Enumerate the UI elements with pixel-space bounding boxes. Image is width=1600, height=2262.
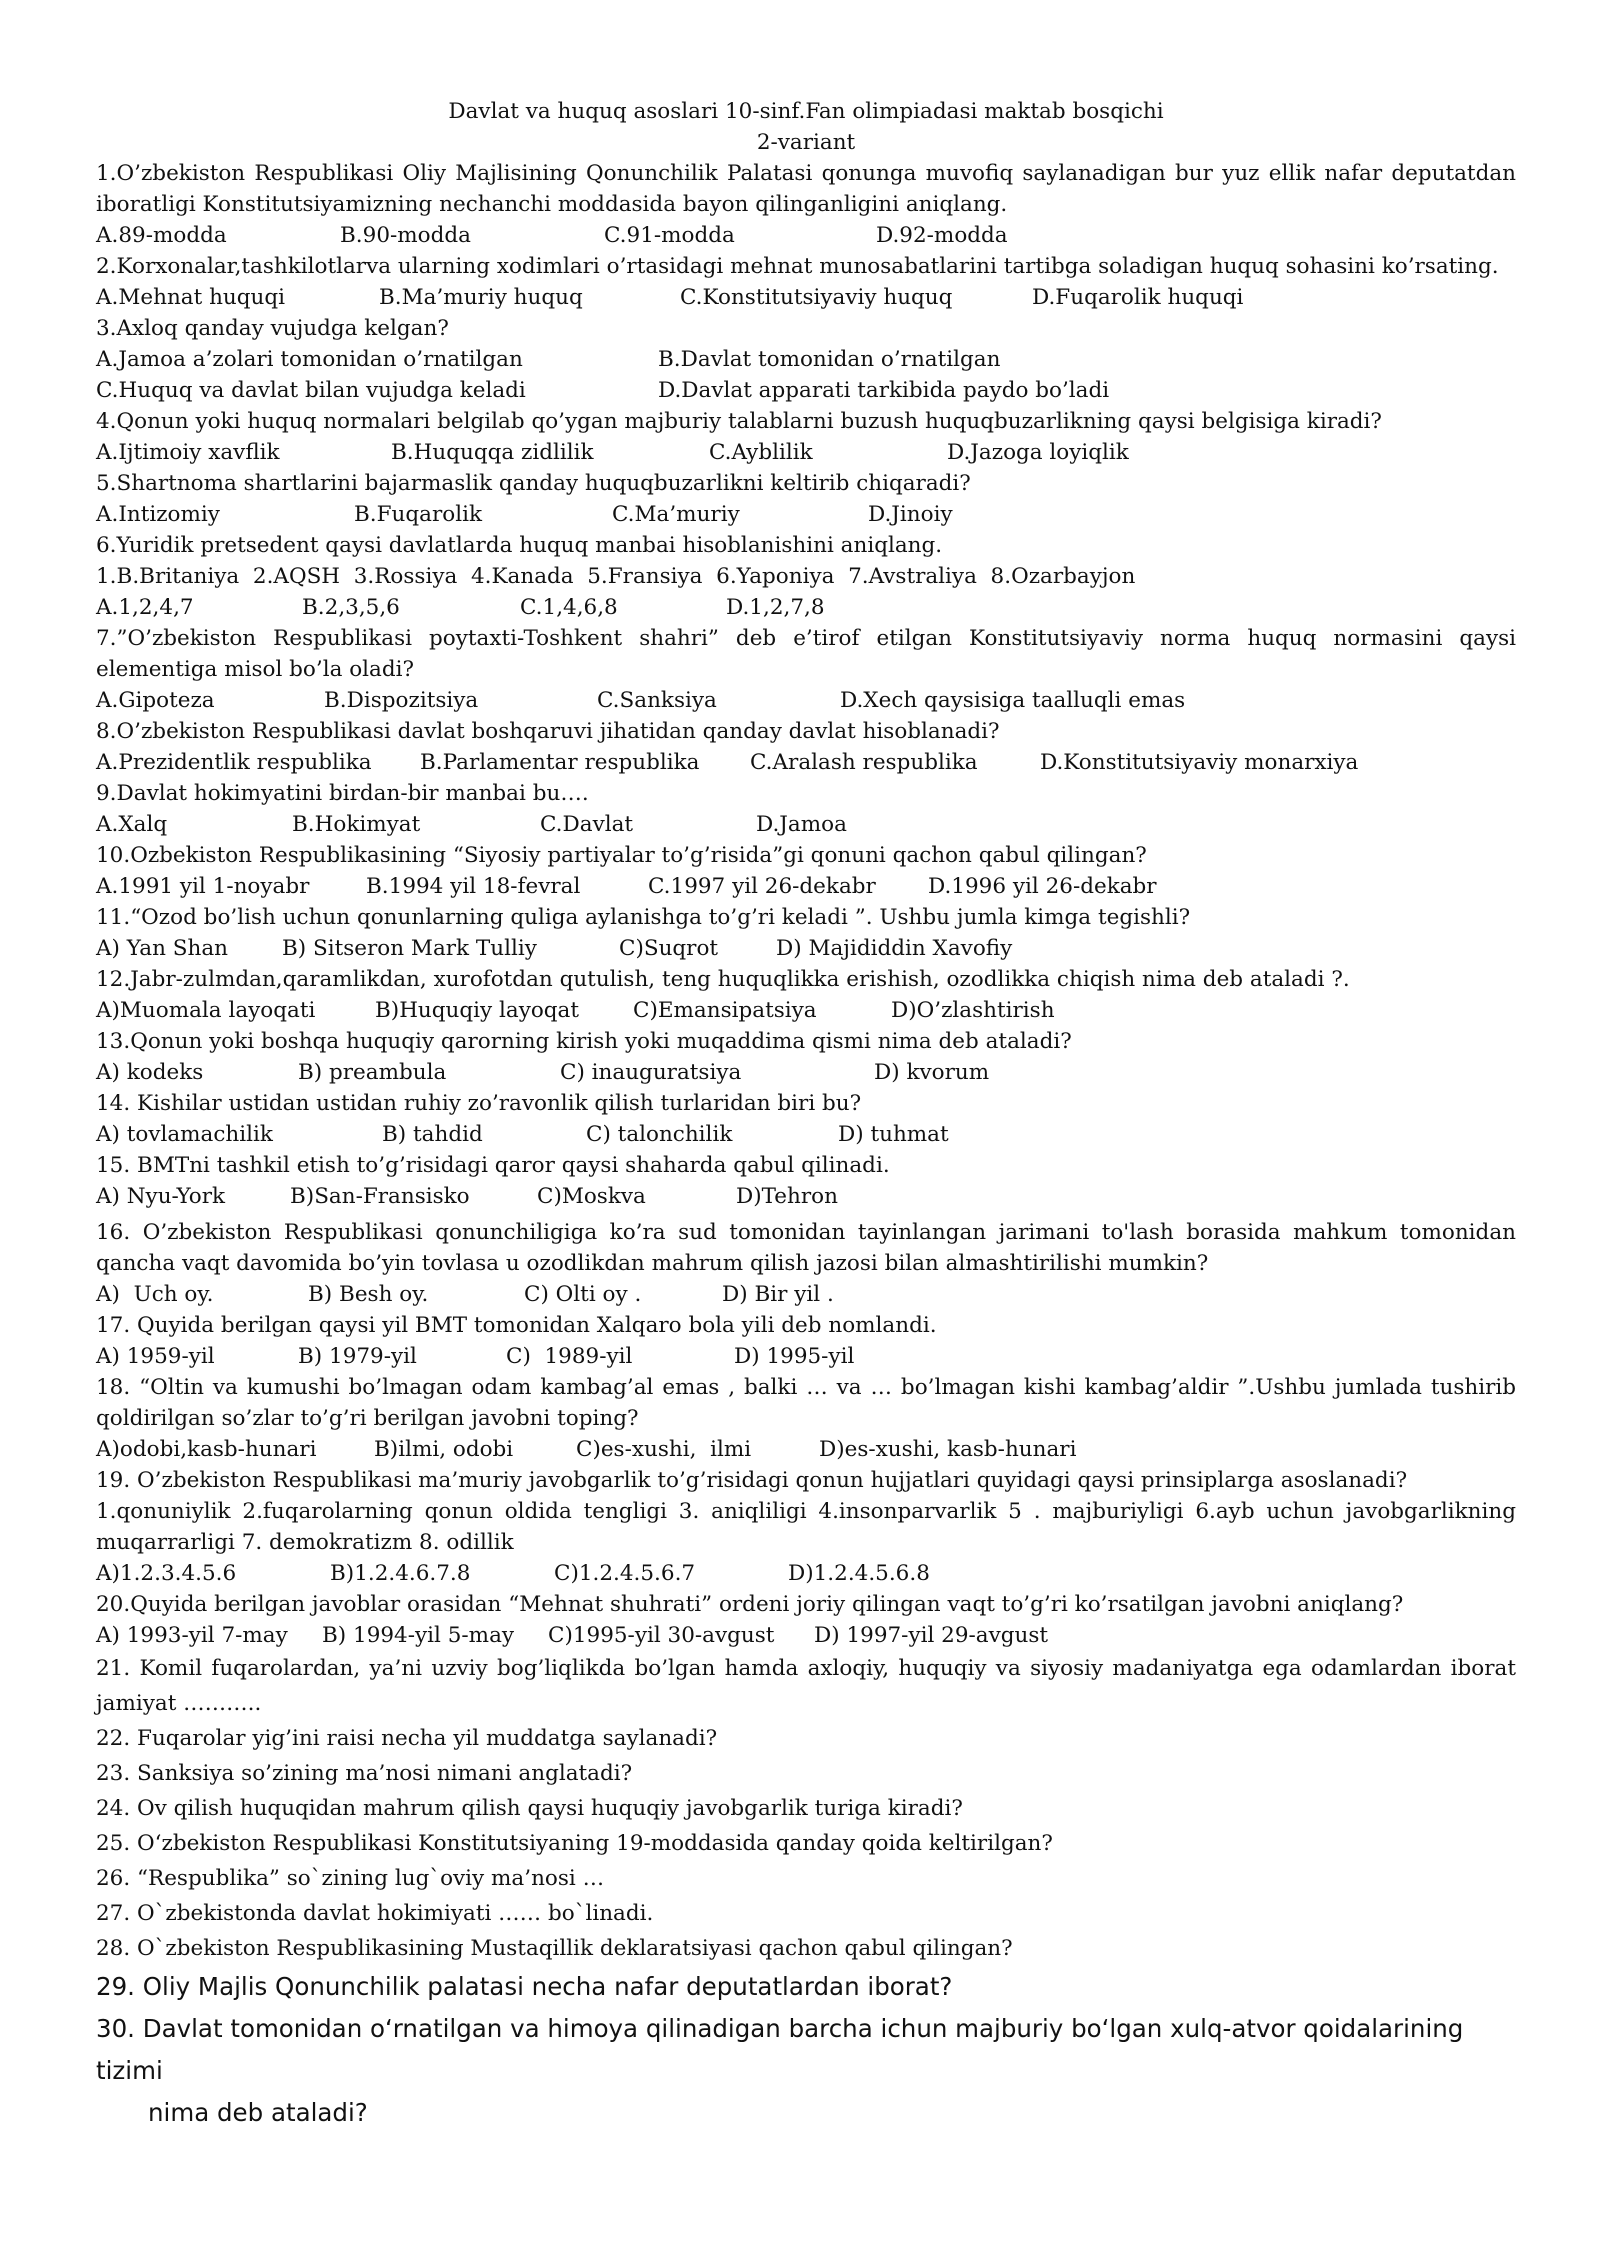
answer-option: D.Jinoiy	[868, 502, 953, 527]
answer-option: D.Davlat apparati tarkibida paydo bo’ladi	[658, 378, 1110, 403]
answer-option: C.Aralash respublika	[750, 750, 978, 775]
question-26: 26. “Respublika” so`zining lug`oviy ma’nosi …	[96, 1866, 605, 1891]
answer-option: C.91-modda	[604, 223, 735, 248]
question-14: 14. Kishilar ustidan ustidan ruhiy zo’ravonlik qilish turlaridan biri bu?	[96, 1091, 862, 1116]
answer-option: A) Yan Shan	[96, 936, 229, 961]
answer-option: D)1.2.4.5.6.8	[788, 1561, 930, 1586]
question-19: 19. O’zbekiston Respublikasi ma’muriy javobgarlik to’g’risidagi qonun hujjatlari quyidagi qaysi prinsiplarga asoslanadi?	[96, 1468, 1408, 1493]
answer-option: A) Nyu-York	[96, 1184, 226, 1209]
answer-option: A.Jamoa a’zolari tomonidan o’rnatilgan	[96, 347, 523, 372]
answers-12	[96, 995, 1516, 1026]
answer-option: B.Hokimyat	[292, 812, 421, 837]
answers-15	[96, 1181, 1516, 1212]
answer-option: A.Prezidentlik respublika	[96, 750, 372, 775]
answers-17	[96, 1341, 1516, 1372]
answers-3b	[96, 375, 1516, 406]
answer-option: A.Ijtimoiy xavflik	[96, 440, 280, 465]
answer-option: A)Muomala layoqati	[96, 998, 316, 1023]
question-23: 23. Sanksiya so’zining ma’nosi nimani anglatadi?	[96, 1761, 633, 1786]
answer-option: B.1994 yil 18-fevral	[366, 874, 581, 899]
answer-option: A)1.2.3.4.5.6	[96, 1561, 237, 1586]
answer-option: B.Fuqarolik	[354, 502, 482, 527]
question-5: 5.Shartnoma shartlarini bajarmaslik qanday huquqbuzarlikni keltirib chiqaradi?	[96, 471, 971, 496]
answers-9	[96, 809, 1516, 840]
answer-option: B) tahdid	[382, 1122, 483, 1147]
answer-option: C.1997 yil 26-dekabr	[648, 874, 876, 899]
answer-option: A.Mehnat huquqi	[96, 285, 286, 310]
answer-option: C) talonchilik	[586, 1122, 733, 1147]
answer-option: B) preambula	[298, 1060, 447, 1085]
answer-option: D.Konstitutsiyaviy monarxiya	[1040, 750, 1359, 775]
answer-option: B) 1994-yil 5-may	[322, 1623, 515, 1648]
answer-option: B)1.2.4.6.7.8	[330, 1561, 471, 1586]
answer-option: D) kvorum	[874, 1060, 990, 1085]
answer-option: D) 1997-yil 29-avgust	[814, 1623, 1049, 1648]
answer-option: C.Konstitutsiyaviy huquq	[680, 285, 953, 310]
answer-option: D.Jazoga loyiqlik	[947, 440, 1129, 465]
question-16: 16. O’zbekiston Respublikasi qonunchiligiga ko’ra sud tomonidan tayinlangan jarimani to'lash borasida mahkum tomonidan qancha vaqt davomida bo’yin tovlasa u ozodlikdan mahrum qilish jazosi bilan almashtirilishi mumkin?	[96, 1220, 1516, 1276]
question-29: 29. Oliy Majlis Qonunchilik palatasi necha nafar deputatlardan iborat?	[96, 1972, 953, 2001]
options-list-6: 1.B.Britaniya 2.AQSH 3.Rossiya 4.Kanada 5.Fransiya 6.Yaponiya 7.Avstraliya 8.Ozarbayjon	[96, 564, 1136, 589]
answer-option: B.Parlamentar respublika	[420, 750, 700, 775]
answer-option: D.Xech qaysisiga taalluqli emas	[840, 688, 1186, 713]
answer-option: C)Emansipatsiya	[633, 998, 817, 1023]
answer-option: B.Dispozitsiya	[324, 688, 479, 713]
document-title: Davlat va huquq asoslari 10-sinf.Fan olimpiadasi maktab bosqichi	[448, 99, 1164, 124]
answer-option: A)odobi,kasb-hunari	[96, 1437, 317, 1462]
answers-1	[96, 220, 1516, 251]
answer-option: B) 1979-yil	[298, 1344, 417, 1369]
question-24: 24. Ov qilish huquqidan mahrum qilish qaysi huquqiy javobgarlik turiga kiradi?	[96, 1796, 963, 1821]
answer-option: B.Huquqqa zidlilik	[391, 440, 594, 465]
answer-option: C)es-xushi, ilmi	[576, 1437, 752, 1462]
question-20: 20.Quyida berilgan javoblar orasidan “Mehnat shuhrati” ordeni joriy qilingan vaqt to’g’ri ko’rsatilgan javobni aniqlang?	[96, 1592, 1404, 1617]
answer-option: B)San-Fransisko	[290, 1184, 470, 1209]
answer-option: A.1,2,4,7	[96, 595, 194, 620]
question-10: 10.Ozbekiston Respublikasining “Siyosiy partiyalar to’g’risida”gi qonuni qachon qabul qilingan?	[96, 843, 1147, 868]
question-27: 27. O`zbekistonda davlat hokimiyati …… bo`linadi.	[96, 1901, 654, 1926]
answer-option: A.Gipoteza	[96, 688, 215, 713]
answer-option: A.Xalq	[96, 812, 168, 837]
answers-14	[96, 1119, 1516, 1150]
answer-option: D.Fuqarolik huquqi	[1032, 285, 1244, 310]
question-7: 7.”O’zbekiston Respublikasi poytaxti-Toshkent shahri” deb e’tirof etilgan Konstitutsiyaviy norma huquq normasini qaysi elementiga misol bo’la oladi?	[96, 626, 1516, 682]
question-9: 9.Davlat hokimyatini birdan-bir manbai bu….	[96, 781, 589, 806]
answer-option: B)ilmi, odobi	[374, 1437, 514, 1462]
answers-20	[96, 1620, 1516, 1651]
answer-option: A) 1993-yil 7-may	[96, 1623, 288, 1648]
variant-label: 2-variant	[756, 130, 856, 155]
answers-13	[96, 1057, 1516, 1088]
answer-option: A) Uch oy.	[96, 1282, 214, 1307]
answer-option: D.92-modda	[876, 223, 1008, 248]
question-1: 1.O’zbekiston Respublikasi Oliy Majlisining Qonunchilik Palatasi qonunga muvofiq saylanadigan bur yuz ellik nafar deputatdan iboratligi Konstitutsiyamizning nechanchi moddasida bayon qilinganligini aniqlang.	[96, 161, 1516, 217]
answer-option: B.2,3,5,6	[302, 595, 400, 620]
answers-7	[96, 685, 1516, 716]
answers-11	[96, 933, 1516, 964]
answer-option: C.Ma’muriy	[612, 502, 740, 527]
question-28: 28. O`zbekiston Respublikasining Mustaqillik deklaratsiyasi qachon qabul qilingan?	[96, 1936, 1013, 1961]
question-25: 25. O‘zbekiston Respublikasi Konstitutsiyaning 19-moddasida qanday qoida keltirilgan?	[96, 1831, 1053, 1856]
answer-option: A) kodeks	[96, 1060, 204, 1085]
question-15: 15. BMTni tashkil etish to’g’risidagi qaror qaysi shaharda qabul qilinadi.	[96, 1153, 890, 1178]
question-6: 6.Yuridik pretsedent qaysi davlatlarda huquq manbai hisoblanishini aniqlang.	[96, 533, 943, 558]
answers-16	[96, 1279, 1516, 1310]
question-8: 8.O’zbekiston Respublikasi davlat boshqaruvi jihatidan qanday davlat hisoblanadi?	[96, 719, 1000, 744]
answer-option: D.1,2,7,8	[726, 595, 825, 620]
question-4: 4.Qonun yoki huquq normalari belgilab qo’ygan majburiy talablarni buzush huquqbuzarlikning qaysi belgisiga kiradi?	[96, 409, 1382, 434]
answer-option: A.89-modda	[96, 223, 227, 248]
question-11: 11.“Ozod bo’lish uchun qonunlarning quliga aylanishga to’g’ri keladi ”. Ushbu jumla kimga tegishli?	[96, 905, 1191, 930]
answer-option: A) 1959-yil	[96, 1344, 215, 1369]
answers-8	[96, 747, 1516, 778]
answer-option: D) tuhmat	[838, 1122, 949, 1147]
answers-3a	[96, 344, 1516, 375]
answer-option: C.Huquq va davlat bilan vujudga keladi	[96, 378, 526, 403]
answers-6	[96, 592, 1516, 623]
options-list-19: 1.qonuniylik 2.fuqarolarning qonun oldida tengligi 3. aniqliligi 4.insonparvarlik 5 . majburiyligi 6.ayb uchun javobgarlikning muqarrarligi 7. demokratizm 8. odillik	[96, 1499, 1516, 1555]
answer-option: C) inauguratsiya	[560, 1060, 742, 1085]
answer-option: D) Majididdin Xavofiy	[776, 936, 1013, 961]
answer-option: B.Davlat tomonidan o’rnatilgan	[658, 347, 1001, 372]
answer-option: C)1.2.4.5.6.7	[554, 1561, 696, 1586]
answers-10	[96, 871, 1516, 902]
document-content	[96, 96, 1516, 2134]
question-21: 21. Komil fuqarolardan, ya’ni uzviy bog’liqlikda bo’lgan hamda axloqiy, huquqiy va siyosiy madaniyatga ega odamlardan iborat jamiyat ………..	[96, 1656, 1516, 1716]
answer-option: C) Olti oy .	[524, 1282, 642, 1307]
answer-option: D)Tehron	[736, 1184, 838, 1209]
question-2: 2.Korxonalar,tashkilotlarva ularning xodimlari o’rtasidagi mehnat munosabatlarini tartibga soladigan huquq sohasini ko’rsating.	[96, 254, 1499, 279]
question-30: 30. Davlat tomonidan o‘rnatilgan va himoya qilinadigan barcha ichun majburiy bo‘lgan xulq-atvor qoidalarining tizimi	[96, 2014, 1464, 2085]
question-12: 12.Jabr-zulmdan,qaramlikdan, xurofotdan qutulish, teng huquqlikka erishish, ozodlikka chiqish nima deb ataladi ?.	[96, 967, 1350, 992]
answer-option: D) 1995-yil	[734, 1344, 855, 1369]
answers-2	[96, 282, 1516, 313]
question-17: 17. Quyida berilgan qaysi yil BMT tomonidan Xalqaro bola yili deb nomlandi.	[96, 1313, 937, 1338]
question-18: 18. “Oltin va kumushi bo’lmagan odam kambag’al emas , balki … va … bo’lmagan kishi kambag’aldir ”.Ushbu jumlada tushirib qoldirilgan so’zlar to’g’ri berilgan javobni toping?	[96, 1375, 1516, 1431]
answer-option: A) tovlamachilik	[96, 1122, 273, 1147]
answer-option: B) Besh oy.	[308, 1282, 429, 1307]
question-30-continuation: nima deb ataladi?	[148, 2098, 368, 2127]
answers-4	[96, 437, 1516, 468]
answer-option: A.1991 yil 1-noyabr	[96, 874, 310, 899]
question-3: 3.Axloq qanday vujudga kelgan?	[96, 316, 449, 341]
answers-19	[96, 1558, 1516, 1589]
answer-option: C.Ayblilik	[709, 440, 813, 465]
answer-option: B.Ma’muriy huquq	[379, 285, 583, 310]
answer-option: A.Intizomiy	[96, 502, 220, 527]
answer-option: D) Bir yil .	[722, 1282, 834, 1307]
answer-option: D.Jamoa	[756, 812, 847, 837]
answer-option: C) 1989-yil	[506, 1344, 633, 1369]
answers-5	[96, 499, 1516, 530]
answer-option: C.1,4,6,8	[520, 595, 618, 620]
answer-option: B.90-modda	[340, 223, 471, 248]
answer-option: D)O’zlashtirish	[891, 998, 1055, 1023]
answer-option: C)Moskva	[537, 1184, 646, 1209]
answer-option: C.Davlat	[540, 812, 634, 837]
answer-option: C)Suqrot	[619, 936, 719, 961]
question-22: 22. Fuqarolar yig’ini raisi necha yil muddatga saylanadi?	[96, 1726, 718, 1751]
answers-18	[96, 1434, 1516, 1465]
answer-option: C.Sanksiya	[597, 688, 717, 713]
answer-option: B) Sitseron Mark Tulliy	[282, 936, 537, 961]
answer-option: B)Huquqiy layoqat	[375, 998, 580, 1023]
answer-option: D)es-xushi, kasb-hunari	[819, 1437, 1077, 1462]
answer-option: C)1995-yil 30-avgust	[548, 1623, 775, 1648]
answer-option: D.1996 yil 26-dekabr	[928, 874, 1157, 899]
question-13: 13.Qonun yoki boshqa huquqiy qarorning kirish yoki muqaddima qismi nima deb ataladi?	[96, 1029, 1072, 1054]
